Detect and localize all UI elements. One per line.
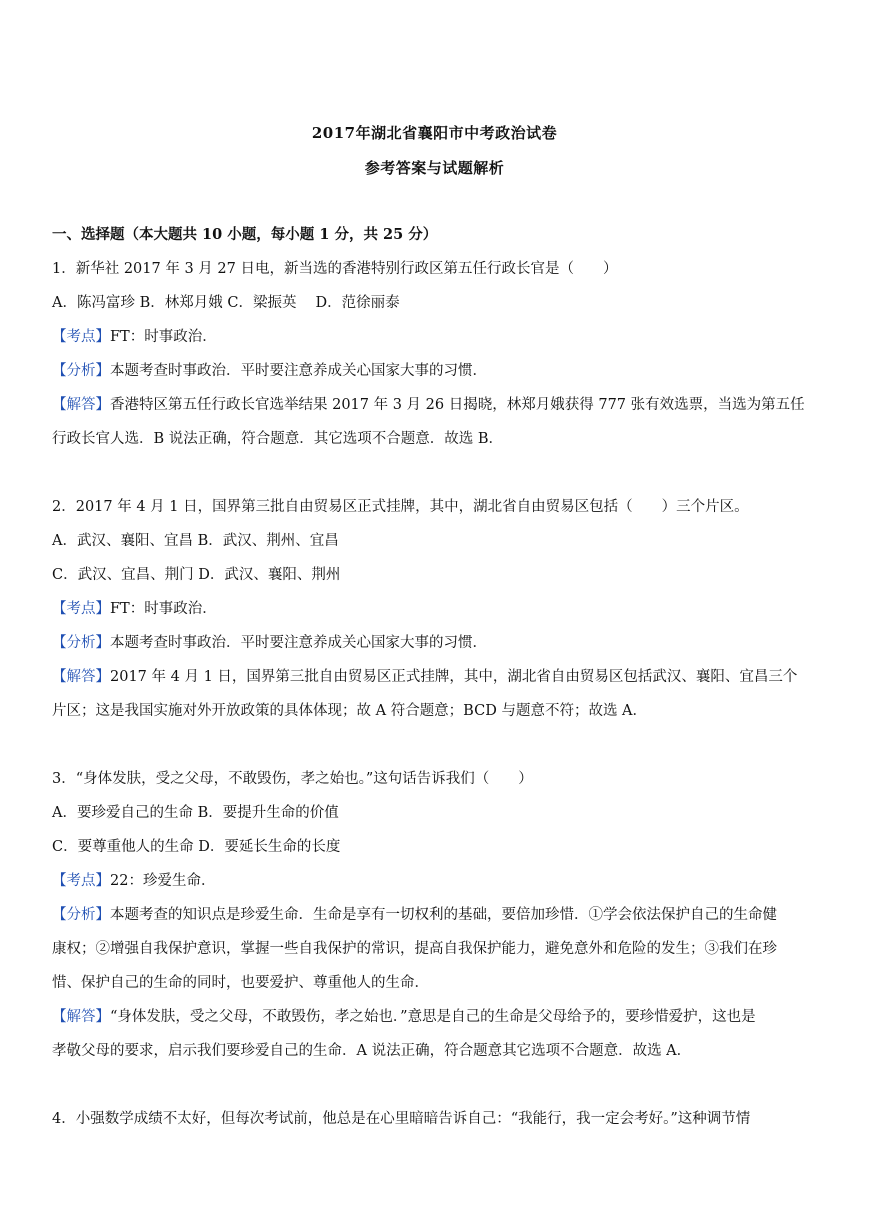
section-heading: 一、选择题（本大题共 10 小题，每小题 1 分，共 25 分） xyxy=(52,226,438,243)
kaodian-text: 22：珍爱生命． xyxy=(110,873,216,889)
question-3-options-1: A．要珍爱自己的生命 B．要提升生命的价值 xyxy=(52,805,339,821)
question-2-jieda xyxy=(52,667,822,687)
question-3-fenxi-cont-2: 惜、保护自己的生命的同时，也要爱护、尊重他人的生命． xyxy=(52,975,429,991)
fenxi-tag: 【分析】 xyxy=(52,907,110,923)
fenxi-tag: 【分析】 xyxy=(52,635,110,651)
fenxi-text: 本题考查时事政治．平时要注意养成关心国家大事的习惯． xyxy=(110,363,487,379)
question-1-jieda xyxy=(52,395,822,415)
question-3-stem: 3．“身体发肤，受之父母，不敢毁伤，孝之始也。”这句话告诉我们（ ） xyxy=(52,771,533,787)
page-subtitle: 参考答案与试题解析 xyxy=(364,159,505,177)
question-3-fenxi xyxy=(52,905,822,925)
question-1-options: A．陈冯富珍 B．林郑月娥 C．梁振英 D．范徐丽泰 xyxy=(52,295,400,311)
jieda-tag: 【解答】 xyxy=(52,669,110,685)
fenxi-text: 本题考查的知识点是珍爱生命．生命是享有一切权利的基础，要倍加珍惜．①学会依法保护自己的生命健 xyxy=(110,907,777,923)
question-1-stem: 1．新华社 2017 年 3 月 27 日电，新当选的香港特别行政区第五任行政长官是（ ） xyxy=(52,261,618,277)
kaodian-text: FT：时事政治． xyxy=(110,329,217,345)
page-title: 2017年湖北省襄阳市中考政治试卷 xyxy=(311,124,558,142)
kaodian-tag: 【考点】 xyxy=(52,329,110,345)
kaodian-text: FT：时事政治． xyxy=(110,601,217,617)
question-3-jieda xyxy=(52,1007,822,1027)
question-1-kaodian xyxy=(52,327,822,347)
question-2-options-1: A．武汉、襄阳、宜昌 B．武汉、荆州、宜昌 xyxy=(52,533,339,549)
kaodian-tag: 【考点】 xyxy=(52,601,110,617)
question-3-fenxi-cont-1: 康权；②增强自我保护意识，掌握一些自我保护的常识，提高自我保护能力，避免意外和危险的发生；③我们在珍 xyxy=(52,941,777,957)
question-1-jieda-cont: 行政长官人选．B 说法正确，符合题意．其它选项不合题意．故选 B． xyxy=(52,431,504,447)
question-2-stem: 2．2017 年 4 月 1 日，国界第三批自由贸易区正式挂牌，其中，湖北省自由贸易区包括（ ）三个片区。 xyxy=(52,499,749,515)
question-2-fenxi xyxy=(52,633,822,653)
jieda-text: 香港特区第五任行政长官选举结果 2017 年 3 月 26 日揭晓，林郑月娥获得 777 张有效选票，当选为第五任 xyxy=(110,397,805,413)
fenxi-text: 本题考查时事政治．平时要注意养成关心国家大事的习惯． xyxy=(110,635,487,651)
jieda-tag: 【解答】 xyxy=(52,1009,110,1025)
jieda-tag: 【解答】 xyxy=(52,397,110,413)
question-2-jieda-cont: 片区；这是我国实施对外开放政策的具体体现；故 A 符合题意；BCD 与题意不符；故选 A． xyxy=(52,703,648,719)
question-3-options-2: C．要尊重他人的生命 D．要延长生命的长度 xyxy=(52,839,341,855)
question-3-kaodian xyxy=(52,871,822,891)
question-4-stem: 4．小强数学成绩不太好，但每次考试前，他总是在心里暗暗告诉自己：“我能行，我一定会考好。”这种调节情 xyxy=(52,1111,751,1127)
question-3-jieda-cont: 孝敬父母的要求，启示我们要珍爱自己的生命．A 说法正确，符合题意其它选项不合题意．故选 A． xyxy=(52,1043,692,1059)
question-1-fenxi xyxy=(52,361,822,381)
kaodian-tag: 【考点】 xyxy=(52,873,110,889)
question-2-options-2: C．武汉、宜昌、荆门 D．武汉、襄阳、荆州 xyxy=(52,567,341,583)
fenxi-tag: 【分析】 xyxy=(52,363,110,379)
question-2-kaodian xyxy=(52,599,822,619)
jieda-text: 2017 年 4 月 1 日，国界第三批自由贸易区正式挂牌，其中，湖北省自由贸易区包括武汉、襄阳、宜昌三个 xyxy=(110,669,798,685)
jieda-text: “身体发肤，受之父母，不敢毁伤，孝之始也．”意思是自己的生命是父母给予的，要珍惜爱护，这也是 xyxy=(110,1009,756,1025)
